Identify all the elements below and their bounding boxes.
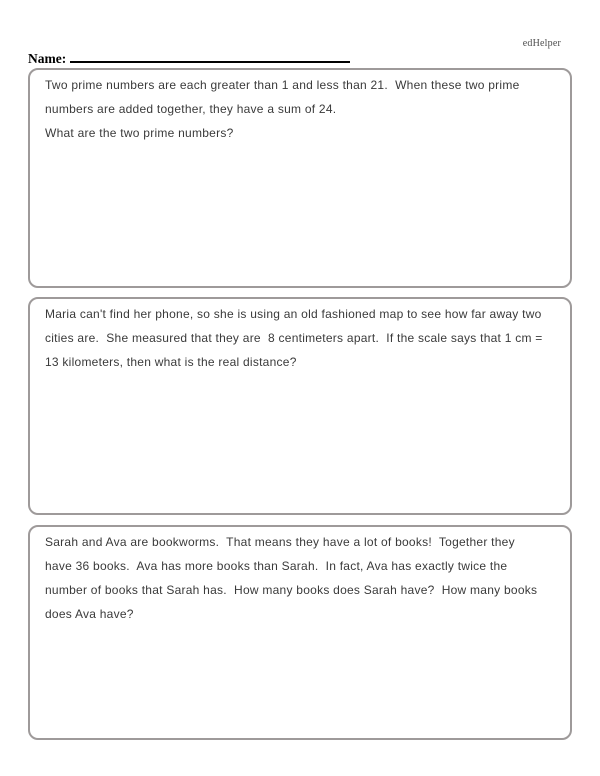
edhelper-brand: edHelper <box>522 38 561 49</box>
problem-2-text: Maria can't find her phone, so she is using an old fashioned map to see how far away two cities are. She measured that they are 8 centimeters apart. If the scale says that 1 cm = 13 kilometers, then what is the real distance? <box>45 307 543 369</box>
problem-box-1 <box>28 68 572 288</box>
problem-box-2 <box>28 297 572 515</box>
problem-1-text: Two prime numbers are each greater than 1 and less than 21. When these two prime numbers are added together, they have a sum of 24. What are the two prime numbers? <box>45 78 520 140</box>
name-label: Name: <box>28 51 67 66</box>
problem-box-3 <box>28 525 572 740</box>
name-blank-line[interactable] <box>70 48 350 63</box>
name-row <box>28 48 350 67</box>
problem-3-text: Sarah and Ava are bookworms. That means they have a lot of books! Together they have 36 books. Ava has more books than Sarah. In fact, Ava has exactly twice the number of books that Sarah has. How many books does Sarah have? How many books does Ava have? <box>45 535 538 621</box>
